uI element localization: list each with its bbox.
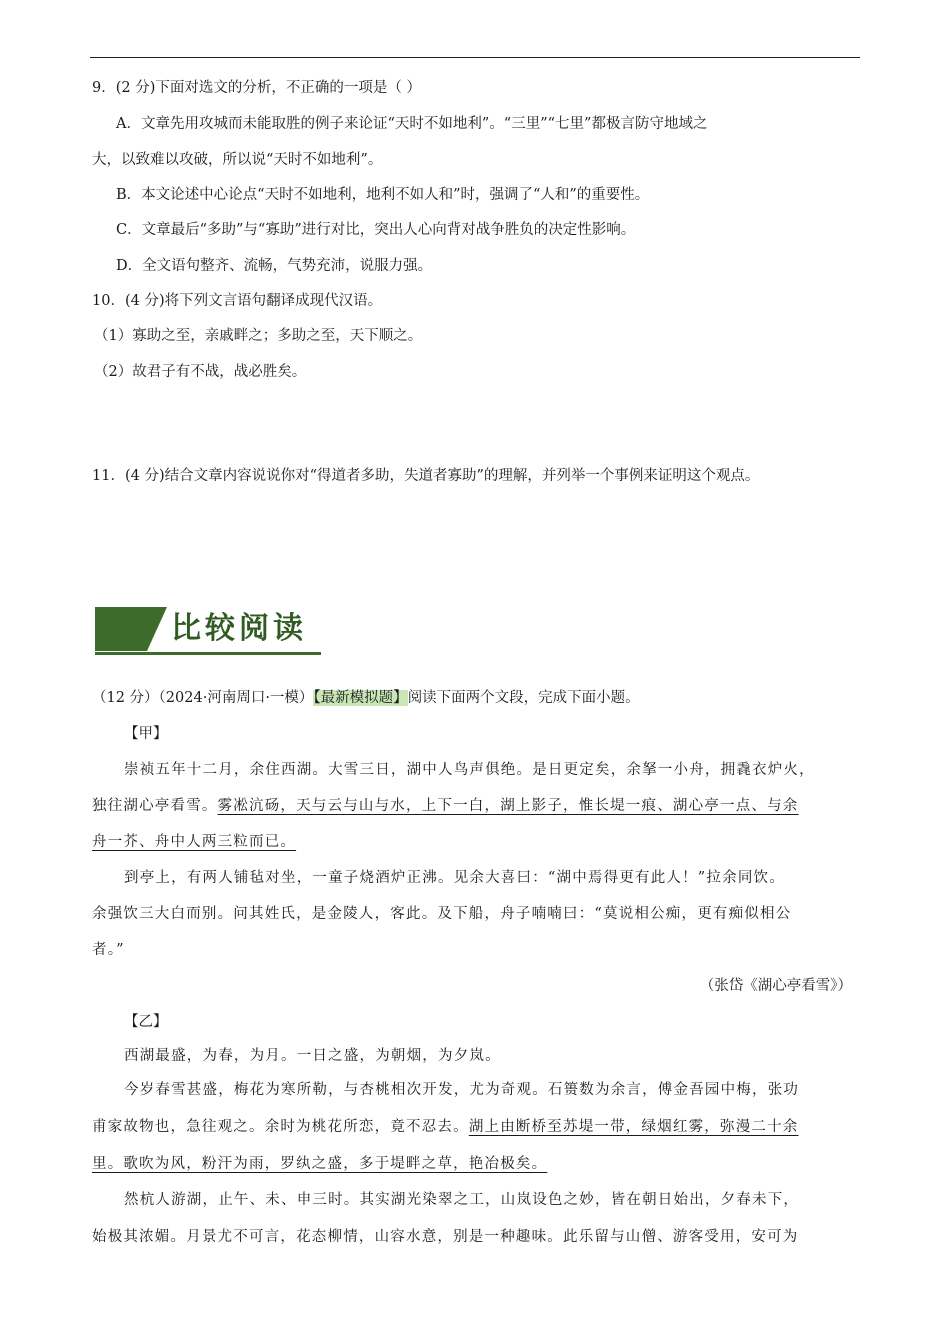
q9-option-c: C．文章最后“多助”与“寡助”进行对比，突出人心向背对战争胜负的决定性影响。 (116, 222, 636, 238)
q9-option-a-cont: 大，以致难以攻破，所以说“天时不如地利”。 (92, 152, 383, 168)
passage-jia-underlined: 舟一芥、舟中人两三粒而已。 (92, 834, 297, 850)
q10-item-1: （1）寡助之至，亲戚畔之；多助之至，天下顺之。 (94, 328, 423, 344)
passage-yi-text: 甫家故物也，急往观之。余时为桃花所恋，竟不忍去。 (92, 1119, 469, 1135)
passage-yi-underlined: 湖上由断桥至苏堤一带，绿烟红雾，弥漫二十余 (468, 1119, 799, 1135)
passage-jia-line (92, 796, 799, 816)
banner-block (95, 607, 147, 651)
intro-suffix: 阅读下面两个文段，完成下面小题。 (407, 690, 640, 706)
passage-jia-label: 【甲】 (124, 726, 168, 742)
passage-jia-underlined: 雾凇沆砀，天与云与山与水，上下一白，湖上影子，惟长堤一痕、湖心亭一点、与余 (217, 798, 799, 814)
banner-wedge (147, 607, 167, 651)
q10-stem: 10．(4 分)将下列文言语句翻译成现代汉语。 (92, 293, 383, 309)
passage-jia-line (92, 832, 296, 852)
q9-option-a: A．文章先用攻城而未能取胜的例子来论证“天时不如地利”。“三里”“七里”都极言防守地域之 (116, 116, 708, 132)
passage-jia-text: 独往湖心亭看雪。 (92, 798, 218, 814)
q11-stem: 11．(4 分)结合文章内容说说你对“得道者多助，失道者寡助”的理解，并列举一个事例来证明这个观点。 (92, 468, 760, 484)
passage-jia-line: 到亭上，有两人铺毡对坐，一童子烧酒炉正沸。见余大喜曰：“湖中焉得更有此人！”拉余同饮。 (124, 870, 785, 886)
header-rule (90, 57, 860, 58)
passage-jia-line: 崇祯五年十二月，余住西湖。大雪三日，湖中人鸟声俱绝。是日更定矣，余拏一小舟，拥毳衣炉火， (124, 762, 815, 778)
section-banner (95, 607, 321, 657)
q9-option-b: B．本文论述中心论点“天时不如地利，地利不如人和”时，强调了“人和”的重要性。 (116, 187, 650, 203)
passage-yi-line: 始极其浓媚。月景尤不可言，花态柳情，山容水意，别是一种趣味。此乐留与山僧、游客受用，安可为 (92, 1229, 799, 1245)
section-title: 比较阅读 (171, 611, 307, 646)
q10-item-2: （2）故君子有不战，战必胜矣。 (94, 364, 307, 380)
passage-yi-line (92, 1154, 547, 1174)
intro-prefix: （12 分）（2024·河南周口·一模） (92, 690, 314, 706)
passage-yi-underlined: 里。歌吹为风，粉汗为雨，罗纨之盛，多于堤畔之草，艳冶极矣。 (92, 1156, 548, 1172)
q9-stem: 9．(2 分)下面对选文的分析，不正确的一项是（ ） (92, 80, 421, 96)
intro-tag: 【最新模拟题】 (313, 690, 408, 706)
passage-jia-line: 者。” (92, 942, 125, 958)
passage-yi-line: 西湖最盛，为春，为月。一日之盛，为朝烟，为夕岚。 (124, 1048, 501, 1064)
passage-yi-label: 【乙】 (124, 1014, 168, 1030)
q9-option-d: D．全文语句整齐、流畅，气势充沛，说服力强。 (116, 258, 433, 274)
passage-jia-source: （张岱《湖心亭看雪》） (699, 978, 852, 994)
passage-yi-line (92, 1117, 799, 1137)
section-intro (92, 688, 640, 708)
passage-yi-line: 然杭人游湖，止午、未、申三时。其实湖光染翠之工，山岚设色之妙，皆在朝日始出，夕春未下， (124, 1192, 800, 1208)
passage-yi-line: 今岁春雪甚盛，梅花为寒所勒，与杏桃相次开发，尤为奇观。石篑数为余言，傅金吾园中梅，张功 (124, 1082, 800, 1098)
passage-jia-line: 余强饮三大白而别。问其姓氏，是金陵人，客此。及下船，舟子喃喃曰：“莫说相公痴，更有痴似相公 (92, 906, 792, 922)
banner-underline (95, 652, 321, 655)
